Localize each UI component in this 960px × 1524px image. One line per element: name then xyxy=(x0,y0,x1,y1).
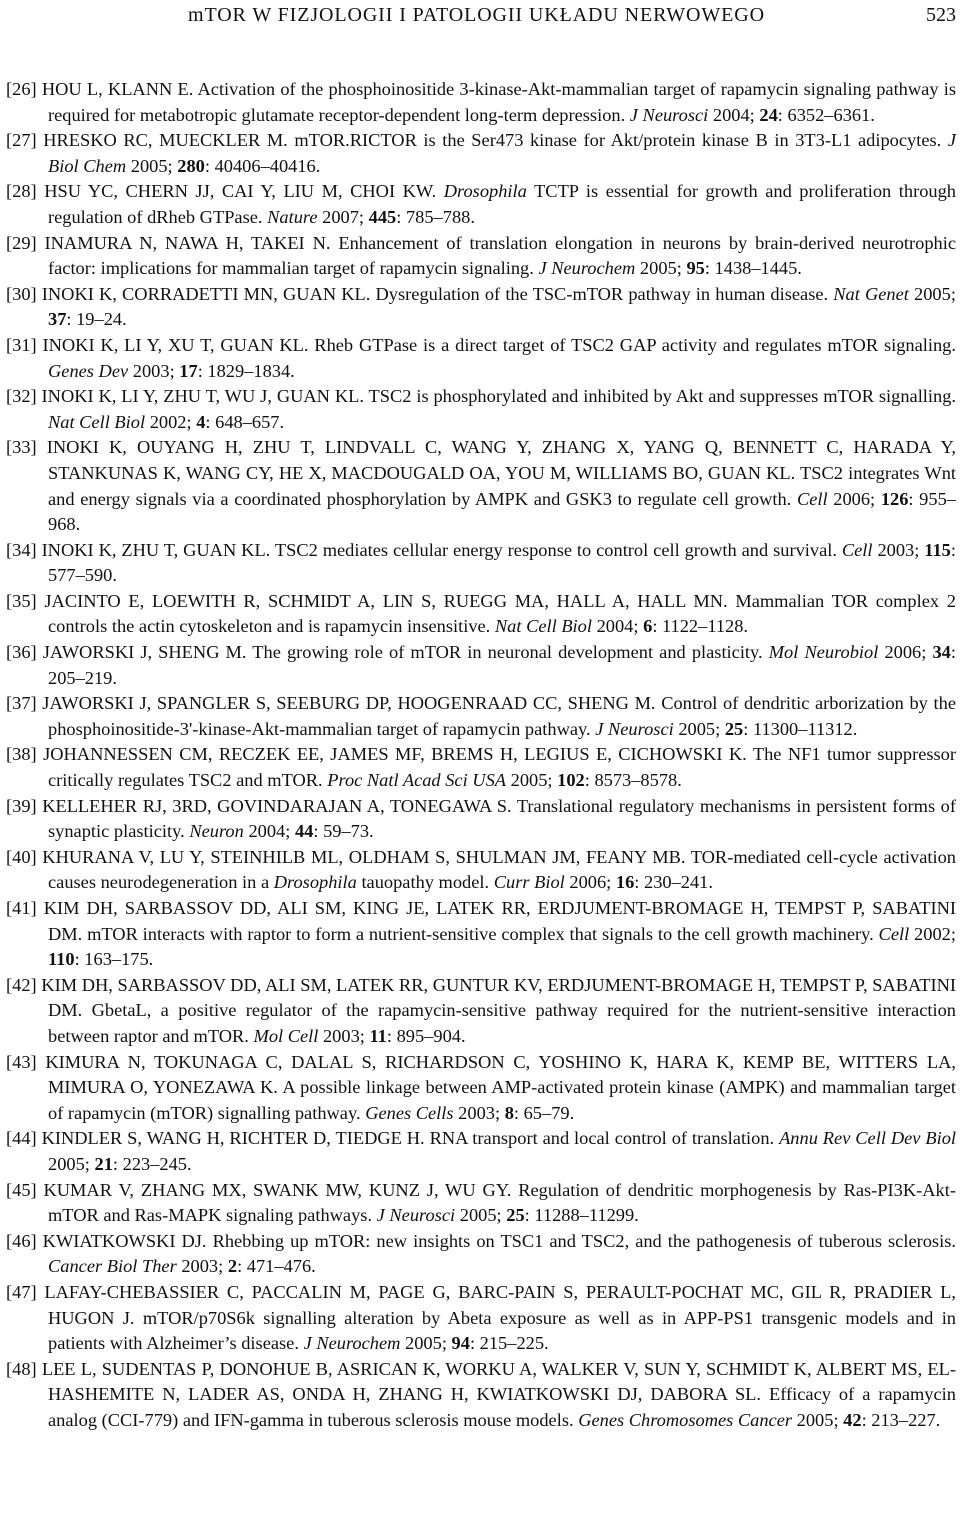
reference-title-italic: Drosophila xyxy=(273,872,357,893)
reference-pages: 577–590. xyxy=(48,565,117,586)
reference-authors: INOKI K, LI Y, ZHU T, WU J, GUAN KL. xyxy=(41,386,364,407)
reference-item: [46] KWIATKOWSKI DJ. Rhebbing up mTOR: new insights on TSC1 and TSC2, and the pathogenesis of tuberous sclerosis. Cancer Biol Ther 2003; 2: 471–476. xyxy=(6,1230,956,1277)
reference-authors: JACINTO E, LOEWITH R, SCHMIDT A, LIN S, RUEGG MA, HALL A, HALL MN. xyxy=(44,590,728,611)
reference-volume: 37 xyxy=(48,309,67,330)
reference-number: [45] xyxy=(6,1179,37,1200)
reference-pages: 1829–1834. xyxy=(207,360,295,381)
reference-authors: JAWORSKI J, SPANGLER S, SEEBURG DP, HOOGENRAAD CC, SHENG M. xyxy=(42,693,656,714)
reference-journal: Cell xyxy=(841,539,873,560)
reference-journal: Mol Neurobiol xyxy=(768,642,879,663)
reference-item: [42] KIM DH, SARBASSOV DD, ALI SM, LATEK RR, GUNTUR KV, ERDJUMENT-BROMAGE H, TEMPST P, SABATINI DM. GbetaL, a positive regulator of the rapamycin-sensitive pathway required for the nutrient-sensitive interaction between raptor and mTOR. Mol Cell 2003; 11: 895–904. xyxy=(6,974,956,1046)
reference-number: [27] xyxy=(6,130,37,151)
reference-year: 2003; xyxy=(181,1256,224,1277)
reference-pages: 471–476. xyxy=(246,1256,316,1277)
reference-journal: Genes Chromosomes Cancer xyxy=(578,1409,793,1430)
reference-title: TSC2 is phosphorylated and inhibited by Akt and suppresses mTOR signalling. xyxy=(368,386,957,407)
reference-title: mTOR/p70S6k signalling alteration by Abeta exposure as well as in APP-PS1 transgenic models and in patients with Alzheimer’s disease. xyxy=(48,1307,956,1354)
reference-title: Regulation of dendritic morphogenesis by Ras-PI3K-Akt-mTOR and Ras-MAPK signaling pathways. xyxy=(48,1179,956,1226)
reference-pages: 895–904. xyxy=(396,1025,466,1046)
reference-year: 2005; xyxy=(48,1153,90,1174)
reference-volume: 34 xyxy=(932,642,951,663)
running-title: mTOR W FIZJOLOGII I PATOLOGII UKŁADU NERWOWEGO xyxy=(188,4,765,26)
reference-authors: KWIATKOWSKI DJ. xyxy=(42,1230,207,1251)
reference-number: [43] xyxy=(6,1051,37,1072)
reference-journal: Cell xyxy=(796,488,828,509)
reference-title: The NF1 tumor suppressor critically regulates TSC2 and mTOR. xyxy=(48,744,956,791)
reference-year: 2003; xyxy=(322,1025,365,1046)
reference-authors: KHURANA V, LU Y, STEINHILB ML, OLDHAM S, SHULMAN JM, FEANY MB. xyxy=(42,846,686,867)
reference-item: [48] LEE L, SUDENTAS P, DONOHUE B, ASRICAN K, WORKU A, WALKER V, SUN Y, SCHMIDT K, ALBERT MS, EL-HASHEMITE N, LADER AS, ONDA H, ZHANG H, KWIATKOWSKI DJ, DABORA SL. Efficacy of a rapamycin analog (CCI-779) and IFN-gamma in tuberous sclerosis mouse models. Genes Chromosomes Cancer 2005; 42: 213–227. xyxy=(6,1358,956,1430)
reference-year: 2006; xyxy=(569,872,612,893)
reference-item: [45] KUMAR V, ZHANG MX, SWANK MW, KUNZ J, WU GY. Regulation of dendritic morphogenesis by Ras-PI3K-Akt-mTOR and Ras-MAPK signaling pathways. J Neurosci 2005; 25: 11288–11299. xyxy=(6,1179,956,1226)
reference-journal: Proc Natl Acad Sci USA xyxy=(327,770,507,791)
reference-journal: Curr Biol xyxy=(493,872,565,893)
reference-item: [35] JACINTO E, LOEWITH R, SCHMIDT A, LIN S, RUEGG MA, HALL A, HALL MN. Mammalian TOR complex 2 controls the actin cytoskeleton and is rapamycin insensitive. Nat Cell Biol 2004; 6: 1122–1128. xyxy=(6,590,957,637)
reference-title: mTOR.RICTOR is the Ser473 kinase for Akt/protein kinase B in 3T3-L1 adipocytes. xyxy=(294,130,942,151)
reference-authors: JAWORSKI J, SHENG M. xyxy=(42,642,247,663)
reference-volume: 44 xyxy=(294,821,314,842)
reference-title: TSC2 integrates Wnt and energy signals via a coordinated phosphorylation by AMPK and GSK3 to regulate cell growth. xyxy=(48,462,957,509)
reference-year: 2007; xyxy=(322,206,365,227)
reference-title: GbetaL, a positive regulator of the rapamycin-sensitive pathway required for the nutrient-sensitive interaction between raptor and mTOR. xyxy=(48,1000,956,1046)
reference-volume: 25 xyxy=(506,1205,525,1226)
reference-volume: 8 xyxy=(504,1102,514,1123)
reference-item: [38] JOHANNESSEN CM, RECZEK EE, JAMES MF, BREMS H, LEGIUS E, CICHOWSKI K. The NF1 tumor suppressor critically regulates TSC2 and mTOR. Proc Natl Acad Sci USA 2005; 102: 8573–8578. xyxy=(6,744,956,791)
reference-pages: 785–788. xyxy=(405,206,475,227)
reference-title-tail: tauopathy model. xyxy=(361,872,490,893)
reference-number: [33] xyxy=(6,437,37,458)
reference-journal: J Neurochem xyxy=(303,1333,401,1354)
reference-year: 2002; xyxy=(149,411,192,432)
reference-year: 2004; xyxy=(596,616,639,637)
reference-pages: 215–225. xyxy=(479,1333,549,1354)
reference-item: [41] KIM DH, SARBASSOV DD, ALI SM, KING JE, LATEK RR, ERDJUMENT-BROMAGE H, TEMPST P, SABATINI DM. mTOR interacts with raptor to form a nutrient-sensitive complex that signals to the cell growth machinery. Cell 2002; 110: 163–175. xyxy=(6,898,956,970)
reference-number: [26] xyxy=(6,79,37,99)
reference-number: [42] xyxy=(6,974,37,995)
reference-journal: J Neurosci xyxy=(595,718,674,739)
reference-authors: LAFAY-CHEBASSIER C, PACCALIN M, PAGE G, BARC-PAIN S, PERAULT-POCHAT MC, GIL R, PRADIER L, HUGON J. xyxy=(44,1281,956,1328)
reference-authors: HRESKO RC, MUECKLER M. xyxy=(43,130,288,151)
reference-pages: 213–227. xyxy=(871,1409,941,1430)
reference-authors: KINDLER S, WANG H, RICHTER D, TIEDGE H. xyxy=(41,1128,425,1149)
reference-year: 2006; xyxy=(884,642,927,663)
reference-number: [46] xyxy=(6,1230,37,1251)
reference-item: [27] HRESKO RC, MUECKLER M. mTOR.RICTOR is the Ser473 kinase for Akt/protein kinase B in 3T3-L1 adipocytes. J Biol Chem 2005; 280: 40406–40416. xyxy=(6,130,956,176)
reference-pages: 163–175. xyxy=(84,949,154,970)
reference-pages: 19–24. xyxy=(76,309,127,330)
reference-item: [26] HOU L, KLANN E. Activation of the phosphoinositide 3-kinase-Akt-mammalian target of rapamycin signaling pathway is required for metabotropic glutamate receptor-dependent long-term depression. J Neurosci 2004; 24: 6352–6361. xyxy=(6,79,956,125)
reference-volume: 102 xyxy=(557,770,585,791)
reference-pages: 648–657. xyxy=(215,411,285,432)
reference-title: Mammalian TOR complex 2 controls the actin cytoskeleton and is rapamycin insensitive. xyxy=(48,590,957,637)
reference-year: 2003; xyxy=(458,1102,501,1123)
reference-authors: KIM DH, SARBASSOV DD, ALI SM, KING JE, LATEK RR, ERDJUMENT-BROMAGE H, TEMPST P, SABATINI DM. xyxy=(43,898,956,944)
reference-journal: J Biol Chem xyxy=(48,130,956,176)
reference-title: mTOR interacts with raptor to form a nutrient-sensitive complex that signals to the cell growth machinery. xyxy=(87,923,874,944)
reference-journal: Cancer Biol Ther xyxy=(48,1256,177,1277)
reference-number: [28] xyxy=(6,181,37,202)
page-number: 523 xyxy=(926,4,956,26)
reference-year: 2003; xyxy=(877,539,920,560)
reference-title: Translational regulatory mechanisms in persistent forms of synaptic plasticity. xyxy=(48,795,956,842)
reference-item: [29] INAMURA N, NAWA H, TAKEI N. Enhancement of translation elongation in neurons by brain-derived neurotrophic factor: implications for mammalian target of rapamycin signaling. J Neurochem 2005; 95: 1438–1445. xyxy=(6,232,956,279)
reference-pages: 8573–8578. xyxy=(594,770,682,791)
reference-number: [48] xyxy=(6,1358,37,1379)
reference-number: [37] xyxy=(6,693,37,714)
reference-authors: INOKI K, ZHU T, GUAN KL. xyxy=(41,539,271,560)
reference-authors: INOKI K, LI Y, XU T, GUAN KL. xyxy=(42,334,309,355)
reference-title: Activation of the phosphoinositide 3-kinase-Akt-mammalian target of rapamycin signaling pathway is required for metabotropic glutamate receptor-dependent long-term depression. xyxy=(48,79,956,125)
reference-journal: Genes Dev xyxy=(48,360,129,381)
reference-item: [32] INOKI K, LI Y, ZHU T, WU J, GUAN KL. TSC2 is phosphorylated and inhibited by Akt and suppresses mTOR signalling. Nat Cell Biol 2002; 4: 648–657. xyxy=(6,386,957,432)
reference-title: TOR-mediated cell-cycle activation causes neurodegeneration in a xyxy=(48,846,956,893)
reference-journal: Nat Genet xyxy=(833,283,909,304)
reference-number: [36] xyxy=(6,642,37,663)
reference-volume: 95 xyxy=(686,258,705,279)
reference-year: 2003; xyxy=(132,360,175,381)
reference-journal: Nature xyxy=(267,206,318,227)
reference-item: [34] INOKI K, ZHU T, GUAN KL. TSC2 mediates cellular energy response to control cell growth and survival. Cell 2003; 115: 577–590. xyxy=(6,539,956,586)
reference-authors: JOHANNESSEN CM, RECZEK EE, JAMES MF, BREMS H, LEGIUS E, CICHOWSKI K. xyxy=(43,744,747,765)
reference-year: 2005; xyxy=(405,1333,447,1354)
reference-pages: 59–73. xyxy=(323,821,374,842)
reference-item: [44] KINDLER S, WANG H, RICHTER D, TIEDGE H. RNA transport and local control of translation. Annu Rev Cell Dev Biol 2005; 21: 223–245. xyxy=(6,1128,956,1174)
reference-title: Efficacy of a rapamycin analog (CCI-779) and IFN-gamma in tuberous sclerosis mouse models. xyxy=(48,1384,956,1430)
reference-item: [36] JAWORSKI J, SHENG M. The growing role of mTOR in neuronal development and plasticity. Mol Neurobiol 2006; 34: 205–219. xyxy=(6,642,956,688)
reference-title: The growing role of mTOR in neuronal development and plasticity. xyxy=(252,642,763,663)
reference-volume: 280 xyxy=(177,155,205,176)
reference-volume: 2 xyxy=(227,1256,238,1277)
reference-year: 2005; xyxy=(459,1205,502,1226)
reference-number: [38] xyxy=(6,744,37,765)
reference-number: [39] xyxy=(6,795,37,816)
reference-item: [40] KHURANA V, LU Y, STEINHILB ML, OLDHAM S, SHULMAN JM, FEANY MB. TOR-mediated cell-cycle activation causes neurodegeneration in a Drosophila tauopathy model. Curr Biol 2006; 16: 230–241. xyxy=(6,846,956,893)
reference-title: TCTP is essential for growth and proliferation through regulation of dRheb GTPase. xyxy=(48,181,956,227)
reference-volume: 110 xyxy=(48,949,75,970)
reference-authors: LEE L, SUDENTAS P, DONOHUE B, ASRICAN K, WORKU A, WALKER V, SUN Y, SCHMIDT K, ALBERT MS, EL-HASHEMITE N, LADER AS, ONDA H, ZHANG H, KWIATKOWSKI DJ, DABORA SL. xyxy=(41,1358,956,1405)
reference-year: 2004; xyxy=(248,821,291,842)
reference-year: 2005; xyxy=(914,283,956,304)
reference-journal: Mol Cell xyxy=(253,1025,319,1046)
reference-journal: J Neurosci xyxy=(376,1205,456,1226)
reference-title: Rheb GTPase is a direct target of TSC2 GAP activity and regulates mTOR signaling. xyxy=(314,334,956,355)
reference-number: [31] xyxy=(6,334,37,355)
reference-year: 2006; xyxy=(833,488,876,509)
reference-authors: INOKI K, OUYANG H, ZHU T, LINDVALL C, WANG Y, ZHANG X, YANG Q, BENNETT C, HARADA Y, STANKUNAS K, WANG CY, HE X, MACDOUGALD OA, YOU M, WILLIAMS BO, GUAN KL. xyxy=(46,437,956,483)
reference-authors: INOKI K, CORRADETTI MN, GUAN KL. xyxy=(41,283,371,304)
reference-pages: 65–79. xyxy=(523,1102,575,1123)
reference-volume: 115 xyxy=(924,539,951,560)
reference-number: [34] xyxy=(6,539,37,560)
reference-number: [44] xyxy=(6,1128,37,1149)
reference-pages: 230–241. xyxy=(644,872,713,893)
reference-year: 2005; xyxy=(130,155,173,176)
reference-journal: Cell xyxy=(878,923,910,944)
reference-year: 2002; xyxy=(914,923,956,944)
running-head xyxy=(6,0,956,34)
reference-authors: INAMURA N, NAWA H, TAKEI N. xyxy=(44,232,331,253)
reference-journal: Neuron xyxy=(189,821,244,842)
reference-authors: HSU YC, CHERN JJ, CAI Y, LIU M, CHOI KW. xyxy=(44,181,437,202)
reference-item: [28] HSU YC, CHERN JJ, CAI Y, LIU M, CHOI KW. Drosophila TCTP is essential for growth and proliferation through regulation of dRheb GTPase. Nature 2007; 445: 785–788. xyxy=(6,181,956,227)
reference-journal: J Neurosci xyxy=(629,104,709,125)
reference-title: Control of dendritic arborization by the phosphoinositide-3'-kinase-Akt-mammalian target of rapamycin pathway. xyxy=(48,693,956,739)
reference-authors: HOU L, KLANN E. xyxy=(41,79,194,99)
reference-volume: 11 xyxy=(369,1025,387,1046)
reference-title: Rhebbing up mTOR: new insights on TSC1 and TSC2, and the pathogenesis of tuberous sclerosis. xyxy=(212,1230,956,1251)
reference-list xyxy=(6,77,956,1433)
reference-title: Dysregulation of the TSC-mTOR pathway in human disease. xyxy=(375,283,829,304)
reference-number: [40] xyxy=(6,846,37,867)
reference-volume: 94 xyxy=(451,1333,470,1354)
reference-item: [31] INOKI K, LI Y, XU T, GUAN KL. Rheb GTPase is a direct target of TSC2 GAP activity and regulates mTOR signaling. Genes Dev 2003; 17: 1829–1834. xyxy=(6,334,956,381)
reference-number: [41] xyxy=(6,898,37,918)
reference-journal: Genes Cells xyxy=(365,1102,454,1123)
reference-number: [29] xyxy=(6,232,37,253)
reference-item: [37] JAWORSKI J, SPANGLER S, SEEBURG DP, HOOGENRAAD CC, SHENG M. Control of dendritic arborization by the phosphoinositide-3'-kinase-Akt-mammalian target of rapamycin pathway. J Neurosci 2005; 25: 11300–11312. xyxy=(6,693,956,739)
reference-volume: 25 xyxy=(724,718,744,739)
reference-journal: Nat Cell Biol xyxy=(494,616,592,637)
reference-pages: 205–219. xyxy=(48,667,117,688)
reference-pages: 11300–11312. xyxy=(752,718,858,739)
reference-title: Enhancement of translation elongation in neurons by brain-derived neurotrophic factor: implications for mammalian target of rapamycin signaling. xyxy=(48,232,956,279)
reference-pages: 1122–1128. xyxy=(662,616,749,637)
reference-number: [35] xyxy=(6,590,37,611)
reference-year: 2005; xyxy=(510,770,553,791)
reference-item: [47] LAFAY-CHEBASSIER C, PACCALIN M, PAGE G, BARC-PAIN S, PERAULT-POCHAT MC, GIL R, PRADIER L, HUGON J. mTOR/p70S6k signalling alteration by Abeta exposure as well as in APP-PS1 transgenic models and in patients with Alzheimer’s disease. J Neurochem 2005; 94: 215–225. xyxy=(6,1281,956,1354)
reference-pages: 1438–1445. xyxy=(714,258,802,279)
reference-item: [33] INOKI K, OUYANG H, ZHU T, LINDVALL C, WANG Y, ZHANG X, YANG Q, BENNETT C, HARADA Y, STANKUNAS K, WANG CY, HE X, MACDOUGALD OA, YOU M, WILLIAMS BO, GUAN KL. TSC2 integrates Wnt and energy signals via a coordinated phosphorylation by AMPK and GSK3 to regulate cell growth. Cell 2006; 126: 955–968. xyxy=(6,437,957,535)
reference-journal: Nat Cell Biol xyxy=(48,411,146,432)
reference-number: [30] xyxy=(6,283,37,304)
reference-number: [47] xyxy=(6,1281,37,1302)
reference-item: [39] KELLEHER RJ, 3RD, GOVINDARAJAN A, TONEGAWA S. Translational regulatory mechanisms in persistent forms of synaptic plasticity. Neuron 2004; 44: 59–73. xyxy=(6,795,956,842)
reference-volume: 126 xyxy=(880,488,909,509)
reference-pages: 955–968. xyxy=(48,488,956,535)
reference-pages: 40406–40416. xyxy=(214,155,321,176)
reference-pages: 11288–11299. xyxy=(534,1205,639,1226)
reference-title-italic: Drosophila xyxy=(443,181,527,202)
reference-year: 2005; xyxy=(639,258,682,279)
reference-pages: 6352–6361. xyxy=(787,104,875,125)
reference-authors: KIM DH, SARBASSOV DD, ALI SM, LATEK RR, GUNTUR KV, ERDJUMENT-BROMAGE H, TEMPST P, SABATINI DM. xyxy=(41,974,956,1021)
reference-volume: 16 xyxy=(615,872,635,893)
reference-authors: KUMAR V, ZHANG MX, SWANK MW, KUNZ J, WU GY. xyxy=(43,1179,512,1200)
reference-journal: Annu Rev Cell Dev Biol xyxy=(779,1128,956,1149)
reference-title: A possible linkage between AMP-activated protein kinase (AMPK) and mammalian target of rapamycin (mTOR) signalling pathway. xyxy=(48,1077,956,1123)
reference-item: [30] INOKI K, CORRADETTI MN, GUAN KL. Dysregulation of the TSC-mTOR pathway in human disease. Nat Genet 2005; 37: 19–24. xyxy=(6,283,956,330)
reference-journal: J Neurochem xyxy=(538,258,636,279)
reference-volume: 6 xyxy=(643,616,653,637)
reference-year: 2005; xyxy=(796,1409,839,1430)
reference-year: 2004; xyxy=(712,104,755,125)
reference-volume: 42 xyxy=(843,1409,862,1430)
reference-volume: 4 xyxy=(196,411,206,432)
reference-title: RNA transport and local control of translation. xyxy=(429,1128,775,1149)
reference-volume: 17 xyxy=(179,360,198,381)
reference-authors: KIMURA N, TOKUNAGA C, DALAL S, RICHARDSON C, YOSHINO K, HARA K, KEMP BE, WITTERS LA, MIMURA O, YONEZAWA K. xyxy=(45,1051,956,1098)
reference-volume: 445 xyxy=(368,206,397,227)
reference-volume: 21 xyxy=(94,1153,113,1174)
reference-volume: 24 xyxy=(759,104,778,125)
reference-item: [43] KIMURA N, TOKUNAGA C, DALAL S, RICHARDSON C, YOSHINO K, HARA K, KEMP BE, WITTERS LA, MIMURA O, YONEZAWA K. A possible linkage between AMP-activated protein kinase (AMPK) and mammalian target of rapamycin (mTOR) signalling pathway. Genes Cells 2003; 8: 65–79. xyxy=(6,1051,956,1123)
reference-number: [32] xyxy=(6,386,37,407)
reference-title: TSC2 mediates cellular energy response to control cell growth and survival. xyxy=(274,539,837,560)
reference-year: 2005; xyxy=(678,718,721,739)
reference-authors: KELLEHER RJ, 3RD, GOVINDARAJAN A, TONEGAWA S. xyxy=(42,795,512,816)
reference-pages: 223–245. xyxy=(122,1153,192,1174)
